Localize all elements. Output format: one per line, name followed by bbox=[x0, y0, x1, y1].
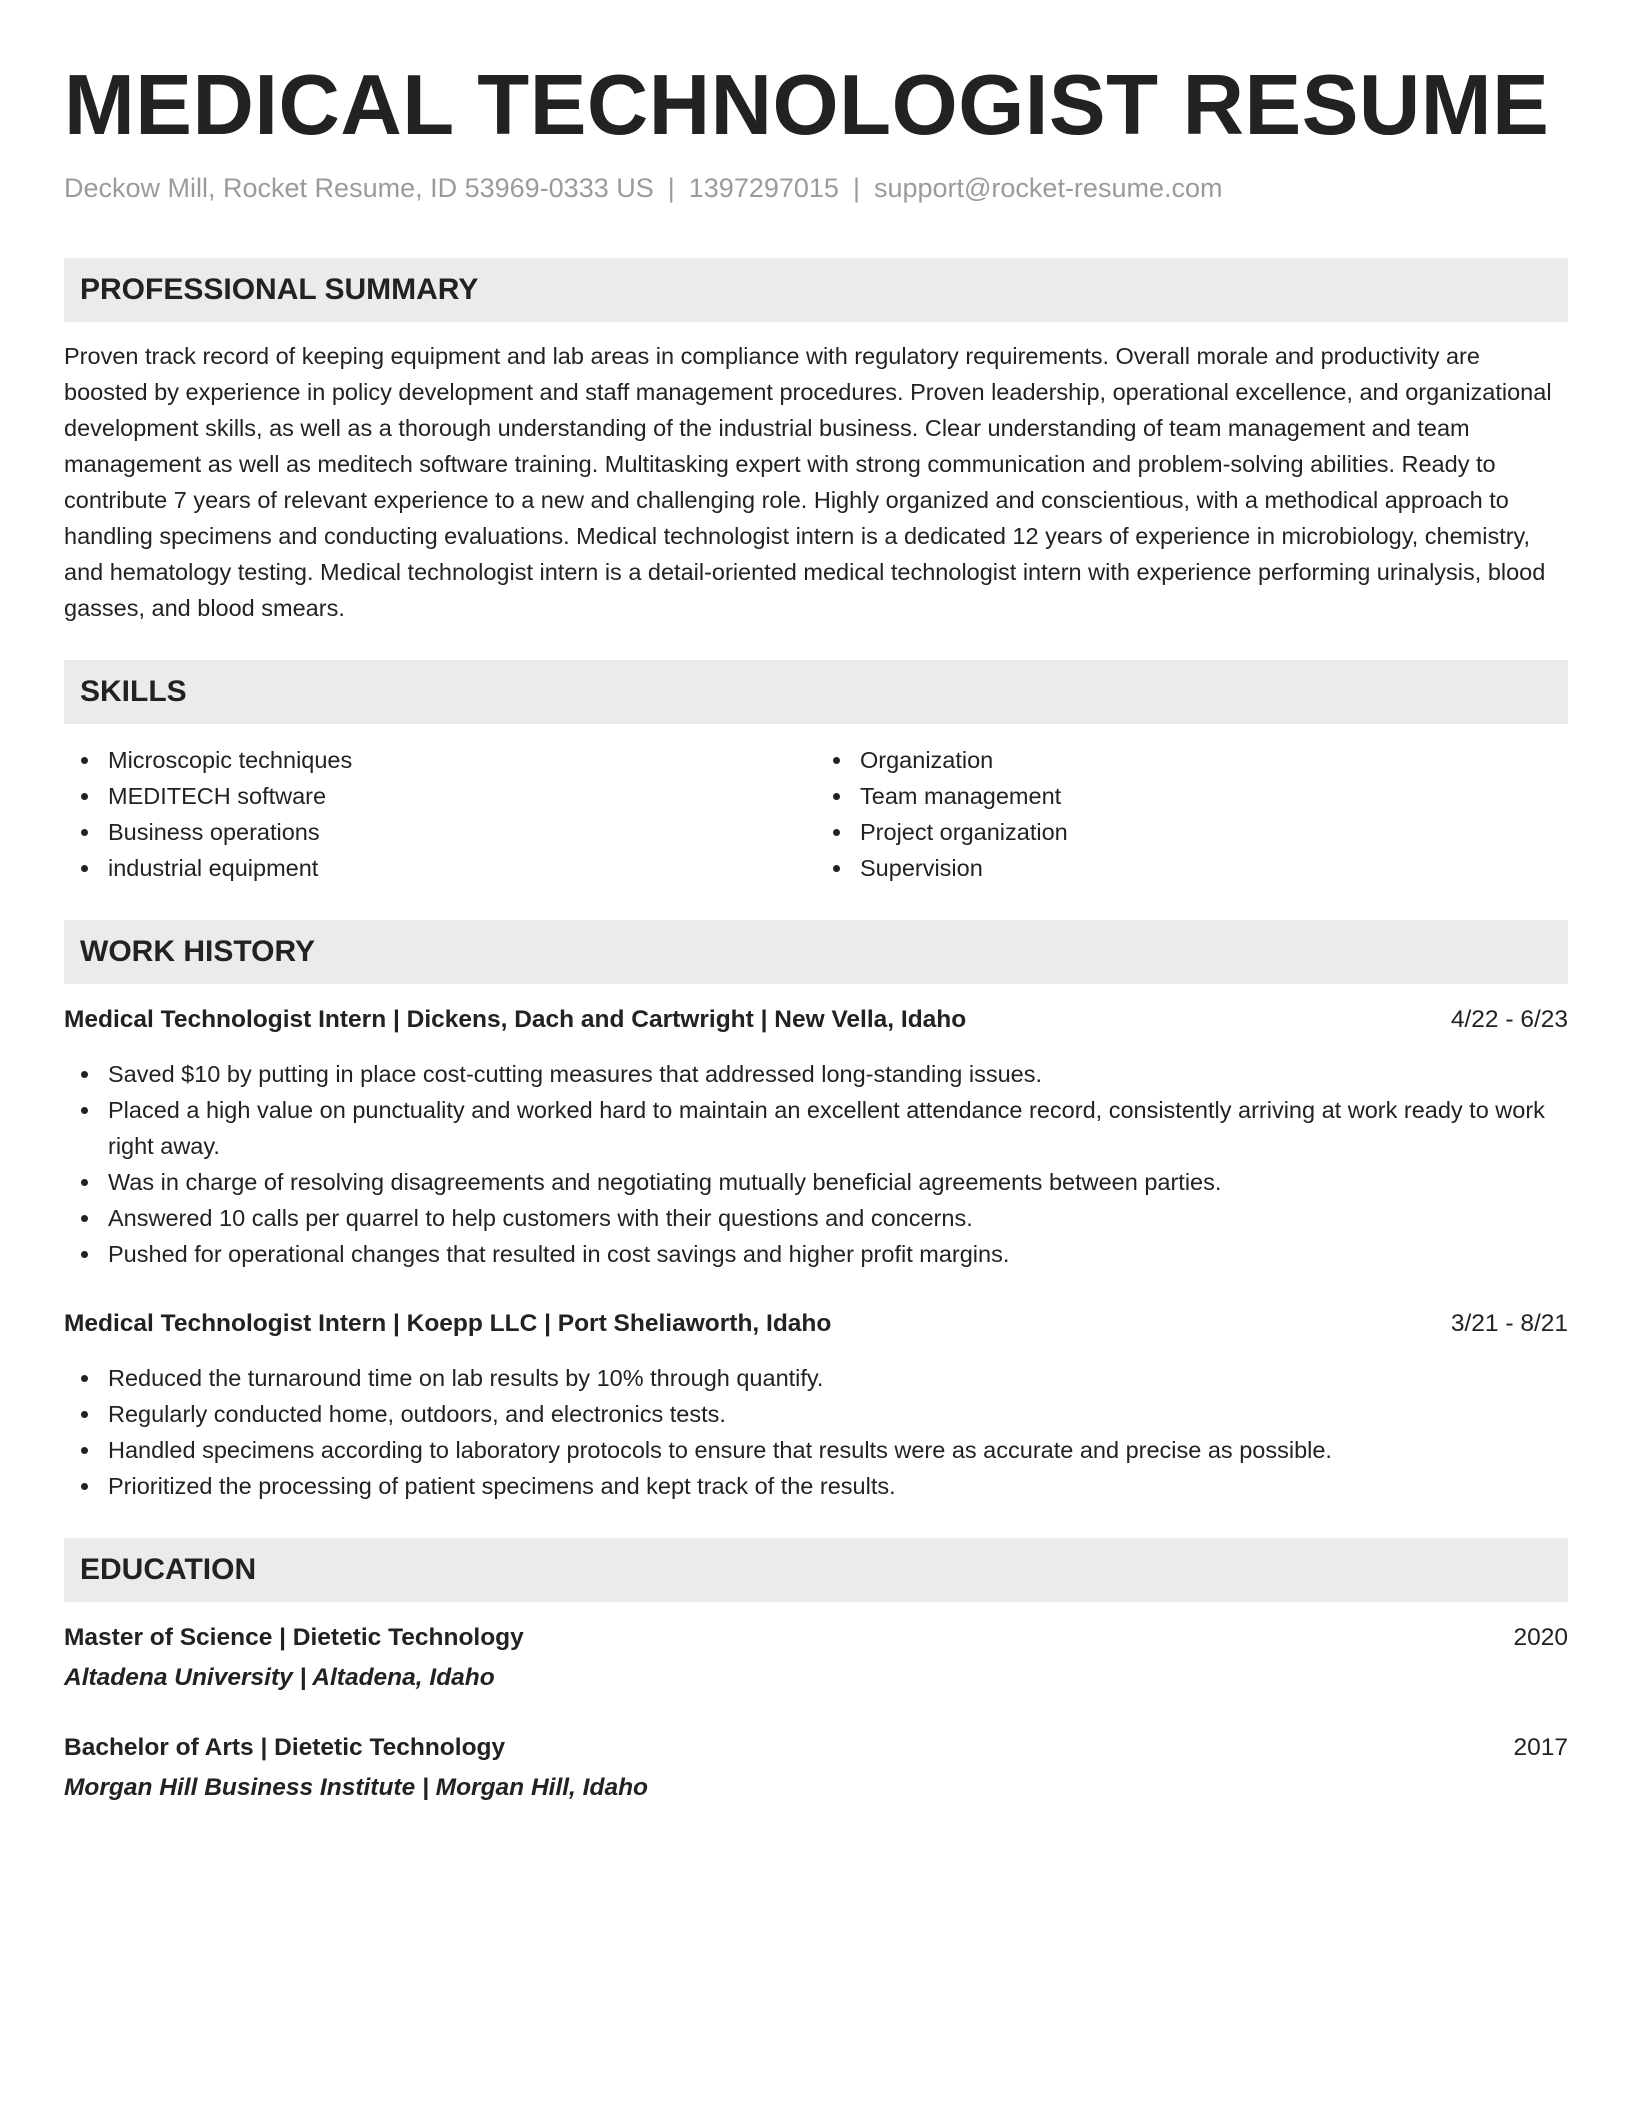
job-dates: 3/21 - 8/21 bbox=[1450, 1310, 1568, 1337]
resume-title: MEDICAL TECHNOLOGIST RESUME bbox=[64, 58, 1550, 153]
school: Morgan Hill Business Institute | Morgan Hill, Idaho bbox=[64, 1774, 649, 1801]
job-bullet: Prioritized the processing of patient specimens and kept track of the results. bbox=[64, 1468, 1568, 1504]
contact-address: Deckow Mill, Rocket Resume, ID 53969-0333 US bbox=[64, 173, 654, 203]
skills-list bbox=[64, 742, 1568, 886]
job-entry bbox=[64, 1306, 1568, 1504]
education-entry bbox=[64, 1620, 1568, 1696]
education-entry bbox=[64, 1730, 1568, 1806]
skill-item: Team management bbox=[816, 778, 1568, 814]
job-bullet: Reduced the turnaround time on lab results by 10% through quantify. bbox=[64, 1360, 1568, 1396]
job-bullet: Was in charge of resolving disagreements and negotiating mutually beneficial agreements between parties. bbox=[64, 1164, 1568, 1200]
education-header bbox=[64, 1730, 1568, 1766]
job-bullet: Answered 10 calls per quarrel to help customers with their questions and concerns. bbox=[64, 1200, 1568, 1236]
graduation-year: 2020 bbox=[1513, 1624, 1568, 1651]
work-history-heading: WORK HISTORY bbox=[64, 920, 1568, 984]
contact-phone: 1397297015 bbox=[688, 173, 839, 203]
contact-line bbox=[64, 170, 1568, 206]
skill-item: Project organization bbox=[816, 814, 1568, 850]
job-bullets bbox=[64, 1360, 1568, 1504]
skill-item: industrial equipment bbox=[64, 850, 816, 886]
job-entry bbox=[64, 1002, 1568, 1272]
job-bullet: Saved $10 by putting in place cost-cutting measures that addressed long-standing issues. bbox=[64, 1056, 1568, 1092]
contact-email[interactable]: support@rocket-resume.com bbox=[873, 173, 1223, 203]
graduation-year: 2017 bbox=[1513, 1734, 1568, 1761]
degree: Bachelor of Arts | Dietetic Technology bbox=[64, 1734, 506, 1761]
education-heading: EDUCATION bbox=[64, 1538, 1568, 1602]
degree: Master of Science | Dietetic Technology bbox=[64, 1624, 524, 1651]
job-title: Medical Technologist Intern | Koepp LLC | Port Sheliaworth, Idaho bbox=[64, 1310, 832, 1337]
job-dates: 4/22 - 6/23 bbox=[1450, 1006, 1568, 1033]
skill-item: Microscopic techniques bbox=[64, 742, 816, 778]
job-bullet: Regularly conducted home, outdoors, and electronics tests. bbox=[64, 1396, 1568, 1432]
skill-item: MEDITECH software bbox=[64, 778, 816, 814]
skills-column-left bbox=[64, 742, 816, 886]
school: Altadena University | Altadena, Idaho bbox=[64, 1664, 495, 1691]
skills-column-right bbox=[816, 742, 1568, 886]
job-title: Medical Technologist Intern | Dickens, Dach and Cartwright | New Vella, Idaho bbox=[64, 1006, 967, 1033]
skill-item: Organization bbox=[816, 742, 1568, 778]
skill-item: Business operations bbox=[64, 814, 816, 850]
job-bullet: Handled specimens according to laboratory protocols to ensure that results were as accurate and precise as possible. bbox=[64, 1432, 1568, 1468]
job-bullets bbox=[64, 1056, 1568, 1272]
job-bullet: Placed a high value on punctuality and worked hard to maintain an excellent attendance record, consistently arriving at work ready to work right away. bbox=[64, 1092, 1568, 1164]
contact-separator: | bbox=[852, 173, 860, 203]
contact-separator: | bbox=[667, 173, 675, 203]
job-header bbox=[64, 1306, 1568, 1342]
job-header bbox=[64, 1002, 1568, 1038]
skill-item: Supervision bbox=[816, 850, 1568, 886]
job-bullet: Pushed for operational changes that resulted in cost savings and higher profit margins. bbox=[64, 1236, 1568, 1272]
summary-text: Proven track record of keeping equipment and lab areas in compliance with regulatory requirements. Overall morale and productivity are boosted by experience in policy development and staff management procedures. Proven leadership, operational excellence, and organizational development skills, as well as a thorough understanding of the industrial business. Clear understanding of team management and team management as well as meditech software training. Multitasking expert with strong communication and problem-solving abilities. Ready to contribute 7 years of relevant experience to a new and challenging role. Highly organized and conscientious, with a methodical approach to handling specimens and conducting evaluations. Medical technologist intern is a dedicated 12 years of experience in microbiology, chemistry, and hematology testing. Medical technologist intern is a detail-oriented medical technologist intern with experience performing urinalysis, blood gasses, and blood smears. bbox=[64, 343, 1552, 621]
education-header bbox=[64, 1620, 1568, 1656]
skills-heading: SKILLS bbox=[64, 660, 1568, 724]
summary-heading: PROFESSIONAL SUMMARY bbox=[64, 258, 1568, 322]
